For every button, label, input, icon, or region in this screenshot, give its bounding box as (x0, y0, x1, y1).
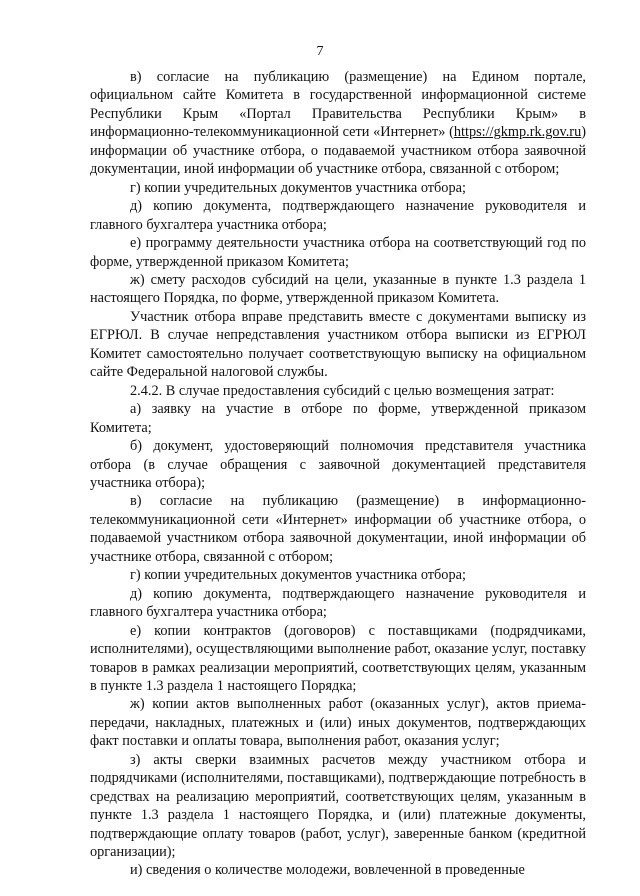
paragraph-text: ж) смету расходов субсидий на цели, указанные в пункте 1.3 раздела 1 настоящего Порядка, по форме, утвержденной приказом Комитета. (90, 271, 586, 307)
paragraph-text: д) копию документа, подтверждающего назначение руководителя и главного бухгалтера участника отбора; (90, 198, 586, 233)
paragraph-text: е) программу деятельности участника отбора на соответствующий год по форме, утвержденной приказом Комитета; (90, 235, 586, 270)
paragraph-text: в) согласие на публикацию (размещение) на Едином портале, официальном сайте Комитета в государственной информационной системе Республики Крым «Портал Правительства Республики Крым» в информационно-телекоммуникационной сети «Интернет» ( (90, 69, 586, 141)
paragraph-text: г) копии учредительных документов участника отбора; (130, 567, 466, 584)
paragraph-p1-e (90, 271, 586, 308)
paragraph-text: ) информации об участнике отбора, о подаваемой участником отбора заявочной документации, иной информации об участнике отбора, связанной с отбором; (90, 124, 586, 178)
paragraph-text: Участник отбора вправе представить вместе с документами выписку из ЕГРЮЛ. В случае непредставления участником отбора выписки из ЕГРЮЛ Комитет самостоятельно получает соответствующую выписку на официальном сайте Федеральной налоговой службы. (90, 308, 586, 381)
paragraph-text: з) акты сверки взаимных расчетов между участником отбора и подрядчиками (исполнителями, поставщиками), подтверждающие потребность в средствах на реализацию мероприятий, соответствующих целям, указанным в пункте 1.3 раздела 1 настоящего Порядка, и (или) платежные документы, подтверждающие оплату товаров (работ, услуг), заверенные банком (кредитной организации); (90, 751, 586, 861)
paragraph-p3-e (90, 585, 586, 622)
paragraph-p3-g (90, 695, 586, 750)
paragraph-text: г) копии учредительных документов участника отбора; (130, 179, 466, 196)
page-number: 7 (316, 44, 324, 59)
paragraph-text: и) сведения о количестве молодежи, вовлеченной в проведенные (130, 862, 525, 879)
paragraph-p3-b (90, 437, 586, 492)
paragraph-p1-a (90, 68, 586, 179)
paragraph-text: в) согласие на публикацию (размещение) в информационно-телекоммуникационной сети «Интернет» информации об участнике отбора, о подаваемой участником отбора заявочной документации, иной информации об участнике отбора, связанной с отбором; (90, 493, 586, 565)
paragraph-p2 (90, 308, 586, 382)
paragraph-p3 (90, 382, 586, 400)
paragraph-p1-d (90, 234, 586, 271)
paragraph-p3-h (90, 751, 586, 862)
paragraph-text: б) документ, удостоверяющий полномочия представителя участника отбора (в случае обращения с заявочной документацией представителя участника отбора); (90, 438, 586, 491)
paragraph-p3-i (90, 861, 586, 879)
portal-url-link[interactable]: https://gkmp.rk.gov.ru (453, 124, 582, 141)
paragraph-p3-d (90, 566, 586, 584)
paragraph-p1-c (90, 197, 586, 234)
paragraph-text: ж) копии актов выполненных работ (оказанных услуг), актов приема-передачи, накладных, платежных и (или) иных документов, подтверждающих факт поставки и оплаты товара, выполнения работ, оказания услуг; (90, 696, 586, 750)
paragraph-text: 2.4.2. В случае предоставления субсидий с целью возмещения затрат: (130, 382, 555, 399)
paragraph-p1-b (90, 179, 586, 197)
document-body (90, 68, 586, 880)
paragraph-text: а) заявку на участие в отборе по форме, утвержденной приказом Комитета; (90, 401, 586, 436)
paragraph-p3-a (90, 400, 586, 437)
paragraph-text: д) копию документа, подтверждающего назначение руководителя и главного бухгалтера участника отбора; (90, 585, 586, 621)
paragraph-text: е) копии контрактов (договоров) с поставщиками (подрядчиками, исполнителями), осуществляющими выполнение работ, оказание услуг, поставку товаров в рамках реализации мероприятий, соответствующих целям, указанным в пункте 1.3 раздела 1 настоящего Порядка; (90, 622, 586, 694)
paragraph-p3-f (90, 622, 586, 696)
paragraph-p3-c (90, 492, 586, 566)
